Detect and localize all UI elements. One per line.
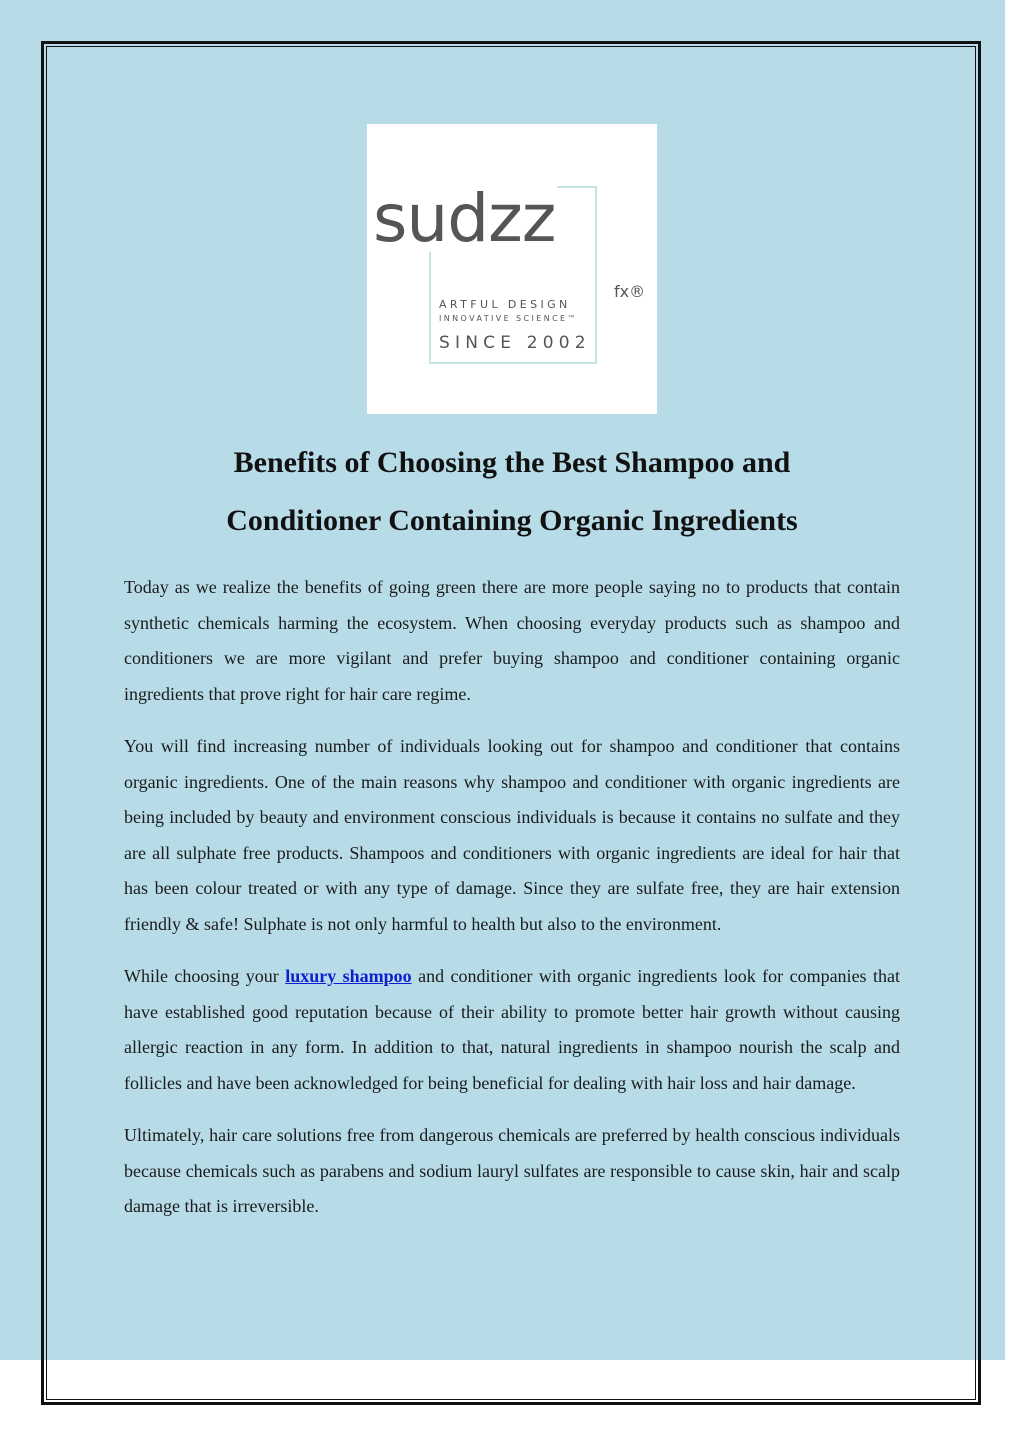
logo-tagline-1: ARTFUL DESIGN: [439, 298, 571, 311]
paragraph-3-start: While choosing your: [124, 966, 286, 986]
paragraph-3: [124, 959, 900, 1101]
luxury-shampoo-link[interactable]: luxury shampoo: [285, 966, 412, 986]
article-body: [124, 570, 900, 1242]
paragraph-2: You will find increasing number of individuals looking out for shampoo and conditioner that contains organic ingredients. One of the main reasons why shampoo and conditioner with organic ingredients are being included by beauty and environment conscious individuals is because it contains no sulfate and they are all sulphate free products. Shampoos and conditioners with organic ingredients are ideal for hair that has been colour treated or with any type of damage. Since they are sulfate free, they are hair extension friendly & safe! Sulphate is not only harmful to health but also to the environment.: [124, 736, 900, 934]
document-title: [124, 434, 900, 550]
logo-suffix: fx®: [614, 282, 646, 301]
title-line-2: Conditioner Containing Organic Ingredients: [226, 504, 798, 537]
title-line-1: Benefits of Choosing the Best Shampoo and: [233, 446, 791, 479]
logo-wordmark: sudzz: [373, 180, 556, 257]
paragraph-4: Ultimately, hair care solutions free from dangerous chemicals are preferred by health conscious individuals because chemicals such as parabens and sodium lauryl sulfates are responsible to cause skin, hair and scalp damage that is irreversible.: [124, 1125, 900, 1216]
logo-tagline-2: INNOVATIVE SCIENCE™: [439, 314, 578, 323]
sudzz-logo: [367, 124, 657, 414]
paragraph-3-end: and conditioner with organic ingredients look for companies that have established good reputation because of their ability to promote better hair growth without causing allergic reaction in any form. In addition to that, natural ingredients in shampoo nourish the scalp and follicles and have been acknowledged for being beneficial for dealing with hair loss and hair damage.: [124, 966, 900, 1093]
logo-since: SINCE 2002: [439, 333, 591, 353]
paragraph-1: Today as we realize the benefits of going green there are more people saying no to products that contain synthetic chemicals harming the ecosystem. When choosing everyday products such as shampoo and conditioners we are more vigilant and prefer buying shampoo and conditioner containing organic ingredients that prove right for hair care regime.: [124, 577, 900, 704]
